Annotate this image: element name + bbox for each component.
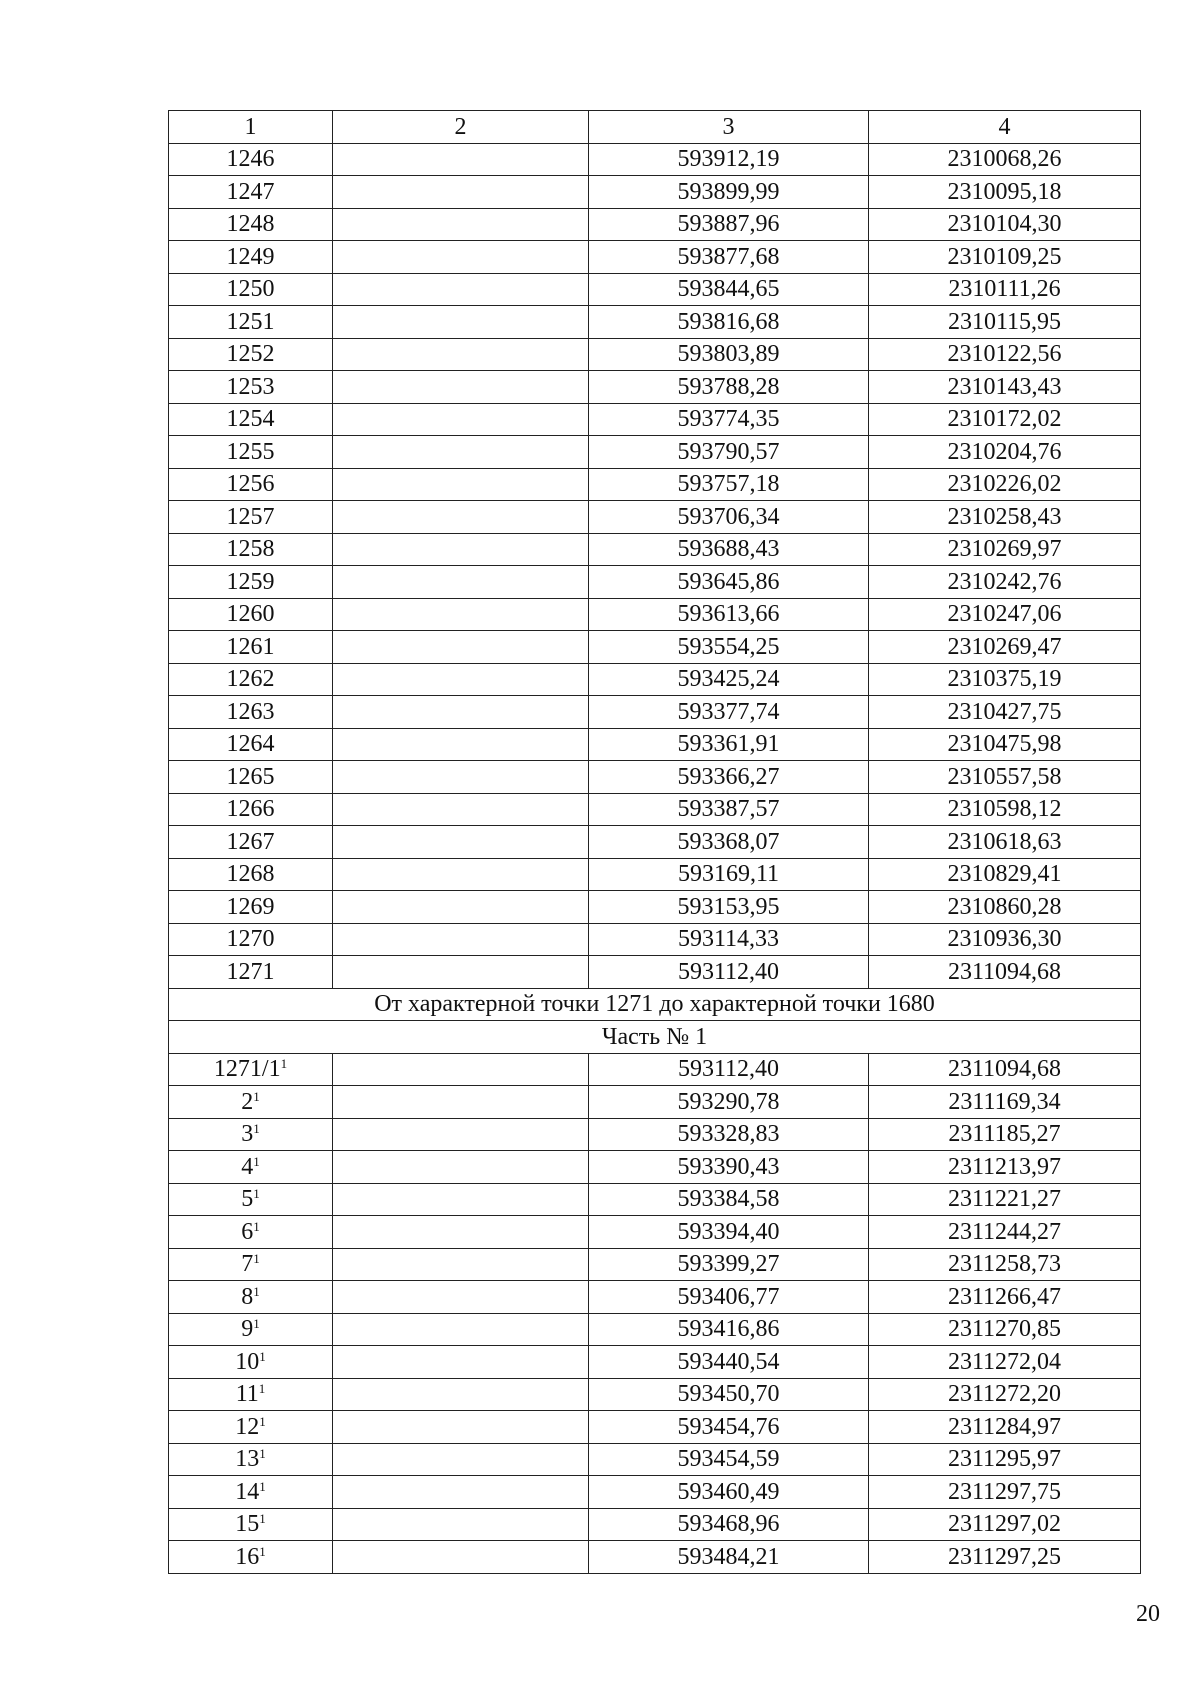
point-number: 1265: [226, 763, 275, 790]
x-coordinate-cell: 593688,43: [589, 533, 869, 566]
y-coordinate-cell: 2310618,63: [869, 826, 1141, 859]
empty-cell: [333, 696, 589, 729]
x-coordinate-cell: 593844,65: [589, 273, 869, 306]
table-row: [169, 501, 1141, 534]
table-row: [169, 1053, 1141, 1086]
empty-cell: [333, 338, 589, 371]
coordinates-table: [168, 110, 1141, 1574]
empty-cell: [333, 1086, 589, 1119]
point-number: 4: [241, 1153, 254, 1180]
x-coordinate-cell: 593816,68: [589, 306, 869, 339]
y-coordinate-cell: 2310375,19: [869, 663, 1141, 696]
empty-cell: [333, 826, 589, 859]
table-row: [169, 1151, 1141, 1184]
point-number-cell: [169, 1378, 333, 1411]
section-title: От характерной точки 1271 до характерной точки 1680: [169, 988, 1141, 1021]
x-coordinate-cell: 593706,34: [589, 501, 869, 534]
empty-cell: [333, 403, 589, 436]
empty-cell: [333, 1476, 589, 1509]
empty-cell: [333, 1411, 589, 1444]
y-coordinate-cell: 2311272,20: [869, 1378, 1141, 1411]
point-number-cell: [169, 1443, 333, 1476]
point-number-cell: [169, 306, 333, 339]
x-coordinate-cell: 593114,33: [589, 923, 869, 956]
point-number: 11: [235, 1381, 259, 1408]
point-number-cell: [169, 1313, 333, 1346]
point-number-cell: [169, 208, 333, 241]
empty-cell: [333, 761, 589, 794]
point-number-superscript: 1: [253, 1186, 260, 1202]
point-number-superscript: 1: [253, 1283, 260, 1299]
y-coordinate-cell: 2311297,75: [869, 1476, 1141, 1509]
y-coordinate-cell: 2311094,68: [869, 956, 1141, 989]
point-number-superscript: 1: [253, 1218, 260, 1234]
point-number-superscript: 1: [280, 1056, 288, 1072]
y-coordinate-cell: 2310829,41: [869, 858, 1141, 891]
empty-cell: [333, 241, 589, 274]
point-number: 15: [235, 1511, 260, 1538]
point-number: 13: [235, 1446, 260, 1473]
empty-cell: [333, 566, 589, 599]
point-number-superscript: 1: [253, 1251, 260, 1267]
table-row: [169, 891, 1141, 924]
y-coordinate-cell: 2310172,02: [869, 403, 1141, 436]
point-number: 1263: [226, 698, 275, 725]
table-row: [169, 858, 1141, 891]
column-header-1: 1: [169, 111, 333, 144]
point-number: 8: [241, 1283, 254, 1310]
point-number-cell: [169, 663, 333, 696]
point-number: 1268: [226, 861, 275, 888]
y-coordinate-cell: 2311297,02: [869, 1508, 1141, 1541]
y-coordinate-cell: 2310557,58: [869, 761, 1141, 794]
x-coordinate-cell: 593757,18: [589, 468, 869, 501]
x-coordinate-cell: 593361,91: [589, 728, 869, 761]
point-number: 1260: [226, 601, 275, 628]
table-row: [169, 403, 1141, 436]
point-number: 1269: [226, 893, 275, 920]
point-number-superscript: 1: [258, 1381, 266, 1397]
x-coordinate-cell: 593425,24: [589, 663, 869, 696]
column-header-2: 2: [333, 111, 589, 144]
point-number-cell: [169, 826, 333, 859]
y-coordinate-cell: 2310068,26: [869, 143, 1141, 176]
x-coordinate-cell: 593450,70: [589, 1378, 869, 1411]
x-coordinate-cell: 593440,54: [589, 1346, 869, 1379]
x-coordinate-cell: 593899,99: [589, 176, 869, 209]
point-number-cell: [169, 273, 333, 306]
empty-cell: [333, 143, 589, 176]
point-number-cell: [169, 1151, 333, 1184]
point-number-cell: [169, 891, 333, 924]
y-coordinate-cell: 2311297,25: [869, 1541, 1141, 1574]
point-number: 2: [241, 1088, 254, 1115]
y-coordinate-cell: 2311094,68: [869, 1053, 1141, 1086]
table-row: [169, 1248, 1141, 1281]
table-row: [169, 1346, 1141, 1379]
x-coordinate-cell: 593803,89: [589, 338, 869, 371]
table-row: [169, 1378, 1141, 1411]
table-row: [169, 143, 1141, 176]
table-row: [169, 533, 1141, 566]
empty-cell: [333, 1151, 589, 1184]
y-coordinate-cell: 2310242,76: [869, 566, 1141, 599]
point-number-cell: [169, 793, 333, 826]
point-number: 1247: [226, 178, 275, 205]
empty-cell: [333, 663, 589, 696]
point-number-superscript: 1: [259, 1478, 266, 1494]
y-coordinate-cell: 2310104,30: [869, 208, 1141, 241]
x-coordinate-cell: 593788,28: [589, 371, 869, 404]
point-number: 1259: [226, 568, 275, 595]
x-coordinate-cell: 593774,35: [589, 403, 869, 436]
point-number: 1255: [226, 438, 275, 465]
point-number-cell: [169, 566, 333, 599]
empty-cell: [333, 306, 589, 339]
table-row: [169, 956, 1141, 989]
table-row: [169, 1313, 1141, 1346]
point-number-cell: [169, 338, 333, 371]
point-number-cell: [169, 728, 333, 761]
point-number: 10: [235, 1348, 260, 1375]
x-coordinate-cell: 593112,40: [589, 956, 869, 989]
y-coordinate-cell: 2310269,97: [869, 533, 1141, 566]
y-coordinate-cell: 2310143,43: [869, 371, 1141, 404]
y-coordinate-cell: 2310936,30: [869, 923, 1141, 956]
point-number-cell: [169, 1411, 333, 1444]
x-coordinate-cell: 593454,76: [589, 1411, 869, 1444]
empty-cell: [333, 176, 589, 209]
table-row: [169, 793, 1141, 826]
empty-cell: [333, 1346, 589, 1379]
point-number: 5: [241, 1186, 254, 1213]
point-number-cell: [169, 1508, 333, 1541]
x-coordinate-cell: 593390,43: [589, 1151, 869, 1184]
point-number-cell: [169, 1541, 333, 1574]
section-title-row: [169, 988, 1141, 1021]
table-row: [169, 1476, 1141, 1509]
point-number-cell: [169, 1183, 333, 1216]
table-row: [169, 1443, 1141, 1476]
x-coordinate-cell: 593912,19: [589, 143, 869, 176]
point-number: 1257: [226, 503, 275, 530]
y-coordinate-cell: 2310247,06: [869, 598, 1141, 631]
point-number: 1254: [226, 406, 275, 433]
empty-cell: [333, 1508, 589, 1541]
table-row: [169, 631, 1141, 664]
y-coordinate-cell: 2310226,02: [869, 468, 1141, 501]
empty-cell: [333, 631, 589, 664]
point-number: 7: [241, 1251, 254, 1278]
point-number: 1271/1: [213, 1056, 281, 1083]
point-number: 1267: [226, 828, 275, 855]
table-row: [169, 826, 1141, 859]
empty-cell: [333, 501, 589, 534]
empty-cell: [333, 598, 589, 631]
point-number-cell: [169, 143, 333, 176]
y-coordinate-cell: 2310095,18: [869, 176, 1141, 209]
point-number-cell: [169, 176, 333, 209]
point-number: 1250: [226, 276, 275, 303]
table-row: [169, 1541, 1141, 1574]
point-number-superscript: 1: [253, 1121, 260, 1137]
y-coordinate-cell: 2311266,47: [869, 1281, 1141, 1314]
point-number-cell: [169, 956, 333, 989]
point-number: 6: [241, 1218, 254, 1245]
point-number-cell: [169, 761, 333, 794]
x-coordinate-cell: 593290,78: [589, 1086, 869, 1119]
empty-cell: [333, 273, 589, 306]
point-number: 16: [235, 1543, 260, 1570]
y-coordinate-cell: 2311244,27: [869, 1216, 1141, 1249]
point-number-cell: [169, 371, 333, 404]
y-coordinate-cell: 2311272,04: [869, 1346, 1141, 1379]
point-number-cell: [169, 923, 333, 956]
point-number: 1246: [226, 146, 275, 173]
table-row: [169, 1508, 1141, 1541]
point-number-cell: [169, 858, 333, 891]
x-coordinate-cell: 593387,57: [589, 793, 869, 826]
point-number-superscript: 1: [259, 1543, 266, 1559]
column-header-3: 3: [589, 111, 869, 144]
empty-cell: [333, 1541, 589, 1574]
point-number: 1251: [226, 308, 275, 335]
point-number-cell: [169, 598, 333, 631]
point-number: 1252: [226, 341, 275, 368]
empty-cell: [333, 1313, 589, 1346]
table-row: [169, 663, 1141, 696]
column-header-4: 4: [869, 111, 1141, 144]
empty-cell: [333, 1248, 589, 1281]
y-coordinate-cell: 2311169,34: [869, 1086, 1141, 1119]
empty-cell: [333, 371, 589, 404]
point-number-superscript: 1: [259, 1413, 266, 1429]
empty-cell: [333, 208, 589, 241]
empty-cell: [333, 468, 589, 501]
point-number: 3: [241, 1121, 254, 1148]
empty-cell: [333, 1378, 589, 1411]
table-row: [169, 598, 1141, 631]
x-coordinate-cell: 593887,96: [589, 208, 869, 241]
point-number-cell: [169, 1086, 333, 1119]
point-number-cell: [169, 501, 333, 534]
empty-cell: [333, 728, 589, 761]
table-row: [169, 306, 1141, 339]
point-number: 1266: [226, 796, 275, 823]
empty-cell: [333, 1281, 589, 1314]
empty-cell: [333, 923, 589, 956]
point-number-cell: [169, 1248, 333, 1281]
table-row: [169, 1216, 1141, 1249]
x-coordinate-cell: 593613,66: [589, 598, 869, 631]
point-number: 1253: [226, 373, 275, 400]
y-coordinate-cell: 2311258,73: [869, 1248, 1141, 1281]
y-coordinate-cell: 2311213,97: [869, 1151, 1141, 1184]
x-coordinate-cell: 593366,27: [589, 761, 869, 794]
table-row: [169, 371, 1141, 404]
table-row: [169, 338, 1141, 371]
x-coordinate-cell: 593877,68: [589, 241, 869, 274]
point-number-superscript: 1: [253, 1088, 260, 1104]
x-coordinate-cell: 593416,86: [589, 1313, 869, 1346]
empty-cell: [333, 858, 589, 891]
empty-cell: [333, 956, 589, 989]
table-row: [169, 566, 1141, 599]
x-coordinate-cell: 593645,86: [589, 566, 869, 599]
y-coordinate-cell: 2311270,85: [869, 1313, 1141, 1346]
y-coordinate-cell: 2311185,27: [869, 1118, 1141, 1151]
point-number-cell: [169, 533, 333, 566]
point-number-cell: [169, 241, 333, 274]
point-number-cell: [169, 1053, 333, 1086]
x-coordinate-cell: 593790,57: [589, 436, 869, 469]
point-number-cell: [169, 403, 333, 436]
point-number: 1256: [226, 471, 275, 498]
x-coordinate-cell: 593377,74: [589, 696, 869, 729]
y-coordinate-cell: 2310109,25: [869, 241, 1141, 274]
table-row: [169, 436, 1141, 469]
x-coordinate-cell: 593460,49: [589, 1476, 869, 1509]
y-coordinate-cell: 2310122,56: [869, 338, 1141, 371]
part-title-row: [169, 1021, 1141, 1054]
y-coordinate-cell: 2310269,47: [869, 631, 1141, 664]
table-row: [169, 761, 1141, 794]
point-number-cell: [169, 1281, 333, 1314]
point-number-cell: [169, 1346, 333, 1379]
table-row: [169, 176, 1141, 209]
point-number-cell: [169, 436, 333, 469]
y-coordinate-cell: 2310204,76: [869, 436, 1141, 469]
point-number-superscript: 1: [253, 1316, 260, 1332]
x-coordinate-cell: 593368,07: [589, 826, 869, 859]
table-row: [169, 1183, 1141, 1216]
x-coordinate-cell: 593554,25: [589, 631, 869, 664]
table-row: [169, 1086, 1141, 1119]
y-coordinate-cell: 2311284,97: [869, 1411, 1141, 1444]
point-number-cell: [169, 468, 333, 501]
empty-cell: [333, 1183, 589, 1216]
empty-cell: [333, 533, 589, 566]
point-number: 9: [241, 1316, 254, 1343]
x-coordinate-cell: 593169,11: [589, 858, 869, 891]
y-coordinate-cell: 2310115,95: [869, 306, 1141, 339]
y-coordinate-cell: 2310598,12: [869, 793, 1141, 826]
y-coordinate-cell: 2310111,26: [869, 273, 1141, 306]
table-header-row: [169, 111, 1141, 144]
empty-cell: [333, 891, 589, 924]
point-number-superscript: 1: [253, 1153, 260, 1169]
y-coordinate-cell: 2311295,97: [869, 1443, 1141, 1476]
empty-cell: [333, 1118, 589, 1151]
point-number: 1270: [226, 926, 275, 953]
point-number: 1249: [226, 243, 275, 270]
table-row: [169, 923, 1141, 956]
table-row: [169, 696, 1141, 729]
page-number: 20: [1136, 1601, 1160, 1627]
table-row: [169, 208, 1141, 241]
point-number: 1264: [226, 731, 275, 758]
coordinates-table-body: [169, 111, 1141, 1574]
point-number: 1261: [226, 633, 275, 660]
x-coordinate-cell: 593394,40: [589, 1216, 869, 1249]
x-coordinate-cell: 593468,96: [589, 1508, 869, 1541]
point-number-superscript: 1: [259, 1348, 266, 1364]
y-coordinate-cell: 2310258,43: [869, 501, 1141, 534]
x-coordinate-cell: 593399,27: [589, 1248, 869, 1281]
table-row: [169, 1118, 1141, 1151]
part-title: Часть № 1: [169, 1021, 1141, 1054]
point-number-cell: [169, 696, 333, 729]
y-coordinate-cell: 2310427,75: [869, 696, 1141, 729]
x-coordinate-cell: 593112,40: [589, 1053, 869, 1086]
table-row: [169, 1281, 1141, 1314]
empty-cell: [333, 436, 589, 469]
point-number: 12: [235, 1413, 260, 1440]
point-number: 14: [235, 1478, 260, 1505]
table-row: [169, 468, 1141, 501]
x-coordinate-cell: 593406,77: [589, 1281, 869, 1314]
x-coordinate-cell: 593384,58: [589, 1183, 869, 1216]
empty-cell: [333, 793, 589, 826]
table-row: [169, 1411, 1141, 1444]
point-number: 1271: [226, 958, 275, 985]
y-coordinate-cell: 2310860,28: [869, 891, 1141, 924]
x-coordinate-cell: 593454,59: [589, 1443, 869, 1476]
y-coordinate-cell: 2311221,27: [869, 1183, 1141, 1216]
table-row: [169, 728, 1141, 761]
x-coordinate-cell: 593484,21: [589, 1541, 869, 1574]
point-number-cell: [169, 1476, 333, 1509]
point-number-cell: [169, 1118, 333, 1151]
point-number-cell: [169, 631, 333, 664]
y-coordinate-cell: 2310475,98: [869, 728, 1141, 761]
point-number-cell: [169, 1216, 333, 1249]
empty-cell: [333, 1216, 589, 1249]
point-number: 1262: [226, 666, 275, 693]
x-coordinate-cell: 593328,83: [589, 1118, 869, 1151]
x-coordinate-cell: 593153,95: [589, 891, 869, 924]
point-number: 1258: [226, 536, 275, 563]
point-number: 1248: [226, 211, 275, 238]
point-number-superscript: 1: [259, 1511, 266, 1527]
point-number-superscript: 1: [259, 1446, 266, 1462]
table-row: [169, 241, 1141, 274]
empty-cell: [333, 1053, 589, 1086]
empty-cell: [333, 1443, 589, 1476]
table-row: [169, 273, 1141, 306]
